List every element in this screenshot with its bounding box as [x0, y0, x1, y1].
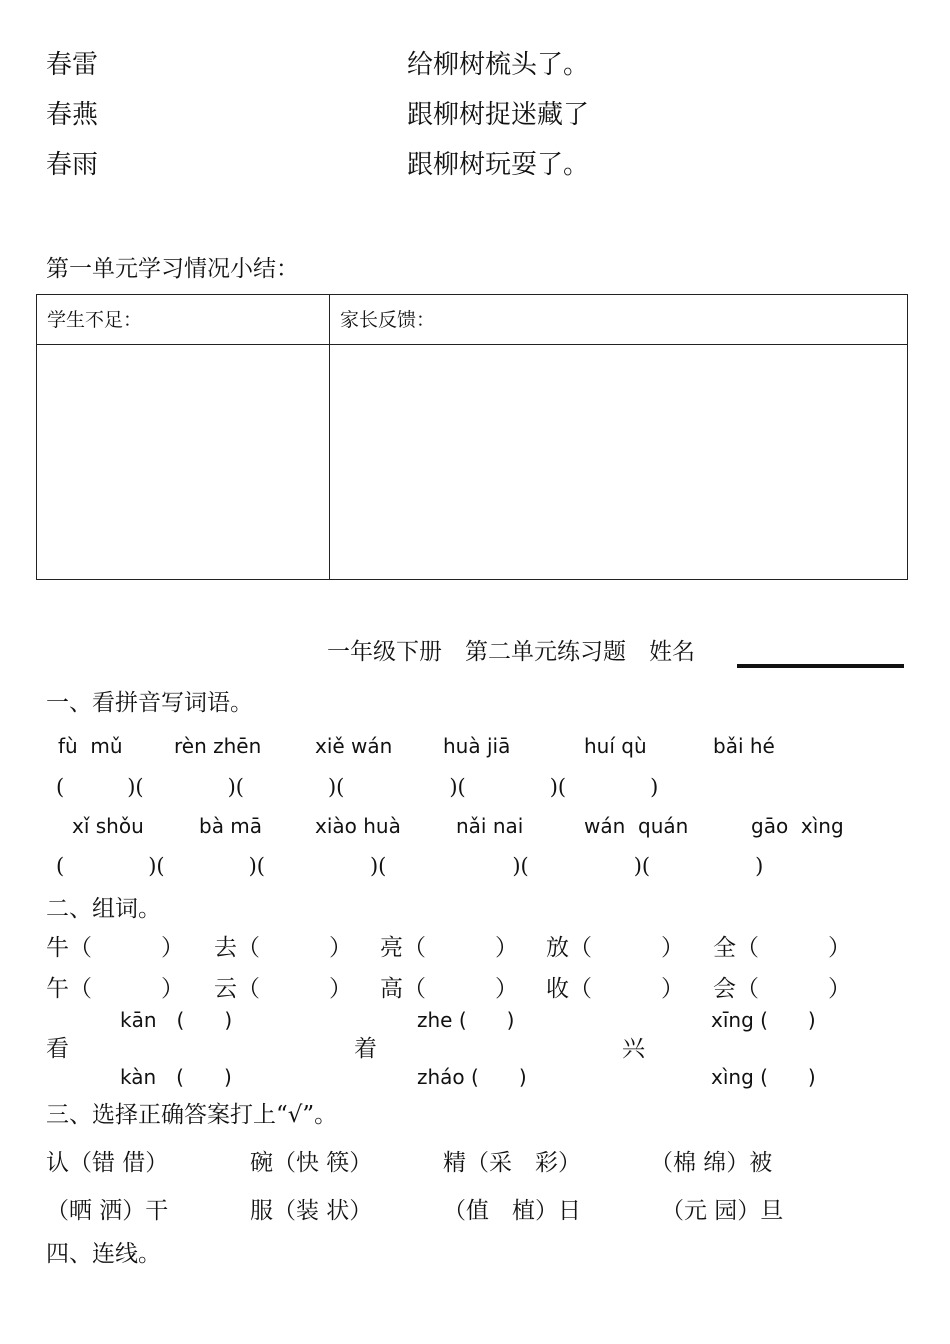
duoyin-zhe-bottom[interactable]: zháo ( ) — [417, 1065, 527, 1089]
zuci-item[interactable]: 全（ ） — [713, 935, 851, 961]
choice-item[interactable]: （晒 洒）干 — [46, 1198, 169, 1224]
duoyin-kan-char: 看 — [46, 1036, 69, 1062]
duoyin-kan-bottom[interactable]: kàn ( ) — [120, 1065, 232, 1089]
pinyin-item: xiào huà — [315, 814, 401, 838]
summary-heading: 第一单元学习情况小结： — [46, 256, 299, 282]
table-divider-horizontal — [37, 344, 907, 345]
section-2-heading: 二、组词。 — [46, 896, 161, 922]
duoyin-kan-top[interactable]: kān ( ) — [120, 1008, 233, 1032]
zuci-item[interactable]: 收（ ） — [546, 976, 684, 1002]
duoyin-xing-char: 兴 — [622, 1036, 645, 1062]
duoyin-xing-top[interactable]: xīng ( ) — [711, 1008, 816, 1032]
duoyin-xing-bottom[interactable]: xìng ( ) — [711, 1065, 816, 1089]
match-right-2: 跟柳树捉迷藏了 — [407, 100, 590, 130]
choice-item[interactable]: 精（采 彩） — [443, 1150, 581, 1176]
choice-item[interactable]: （值 植）日 — [443, 1198, 581, 1224]
choice-item[interactable]: 碗（快 筷） — [250, 1150, 373, 1176]
match-right-1: 给柳树梳头了。 — [407, 50, 590, 80]
match-right-3: 跟柳树玩耍了。 — [407, 150, 590, 180]
worksheet-title: 一年级下册 第二单元练习题 姓名 — [327, 639, 695, 665]
pinyin-item: fù mǔ — [58, 734, 123, 758]
choice-item[interactable]: 认（错 借） — [46, 1150, 169, 1176]
section-1-heading: 一、看拼音写词语。 — [46, 690, 253, 716]
zuci-item[interactable]: 高（ ） — [380, 976, 518, 1002]
summary-table — [36, 294, 908, 580]
answer-blanks-row-2[interactable]: ( )( )( )( )( )( ) — [56, 854, 764, 878]
student-shortcomings-label: 学生不足： — [47, 309, 143, 331]
choice-item[interactable]: 服（装 状） — [250, 1198, 373, 1224]
pinyin-item: bà mā — [199, 814, 263, 838]
choice-item[interactable]: （元 园）旦 — [661, 1198, 784, 1224]
pinyin-item: huí qù — [584, 734, 647, 758]
match-left-1: 春雷 — [46, 50, 99, 80]
pinyin-item: huà jiā — [443, 734, 511, 758]
parent-feedback-label: 家长反馈： — [340, 309, 436, 331]
table-divider-vertical — [329, 295, 330, 579]
name-field[interactable] — [737, 664, 904, 668]
zuci-item[interactable]: 会（ ） — [713, 976, 851, 1002]
zuci-item[interactable]: 放（ ） — [546, 935, 684, 961]
zuci-item[interactable]: 午（ ） — [46, 976, 184, 1002]
pinyin-item: wán quán — [584, 814, 689, 838]
pinyin-item: gāo xìng — [751, 814, 844, 838]
answer-blanks-row-1[interactable]: ( )( )( )( )( )( ) — [56, 775, 659, 799]
pinyin-item: rèn zhēn — [174, 734, 262, 758]
zuci-item[interactable]: 牛（ ） — [46, 935, 184, 961]
pinyin-item: nǎi nai — [456, 814, 524, 838]
zuci-item[interactable]: 亮（ ） — [380, 935, 518, 961]
zuci-item[interactable]: 去（ ） — [214, 935, 352, 961]
match-left-2: 春燕 — [46, 100, 99, 130]
pinyin-item: xiě wán — [315, 734, 393, 758]
student-shortcomings-area[interactable] — [37, 346, 329, 579]
choice-item[interactable]: （棉 绵）被 — [650, 1150, 773, 1176]
pinyin-item: bǎi hé — [713, 734, 775, 758]
section-3-heading: 三、选择正确答案打上“√”。 — [46, 1102, 338, 1128]
duoyin-zhe-char: 着 — [354, 1036, 377, 1062]
parent-feedback-area[interactable] — [331, 346, 907, 579]
zuci-item[interactable]: 云（ ） — [214, 976, 352, 1002]
duoyin-zhe-top[interactable]: zhe ( ) — [417, 1008, 515, 1032]
pinyin-item: xǐ shǒu — [72, 814, 144, 838]
section-4-heading: 四、连线。 — [46, 1241, 161, 1267]
match-left-3: 春雨 — [46, 150, 99, 180]
